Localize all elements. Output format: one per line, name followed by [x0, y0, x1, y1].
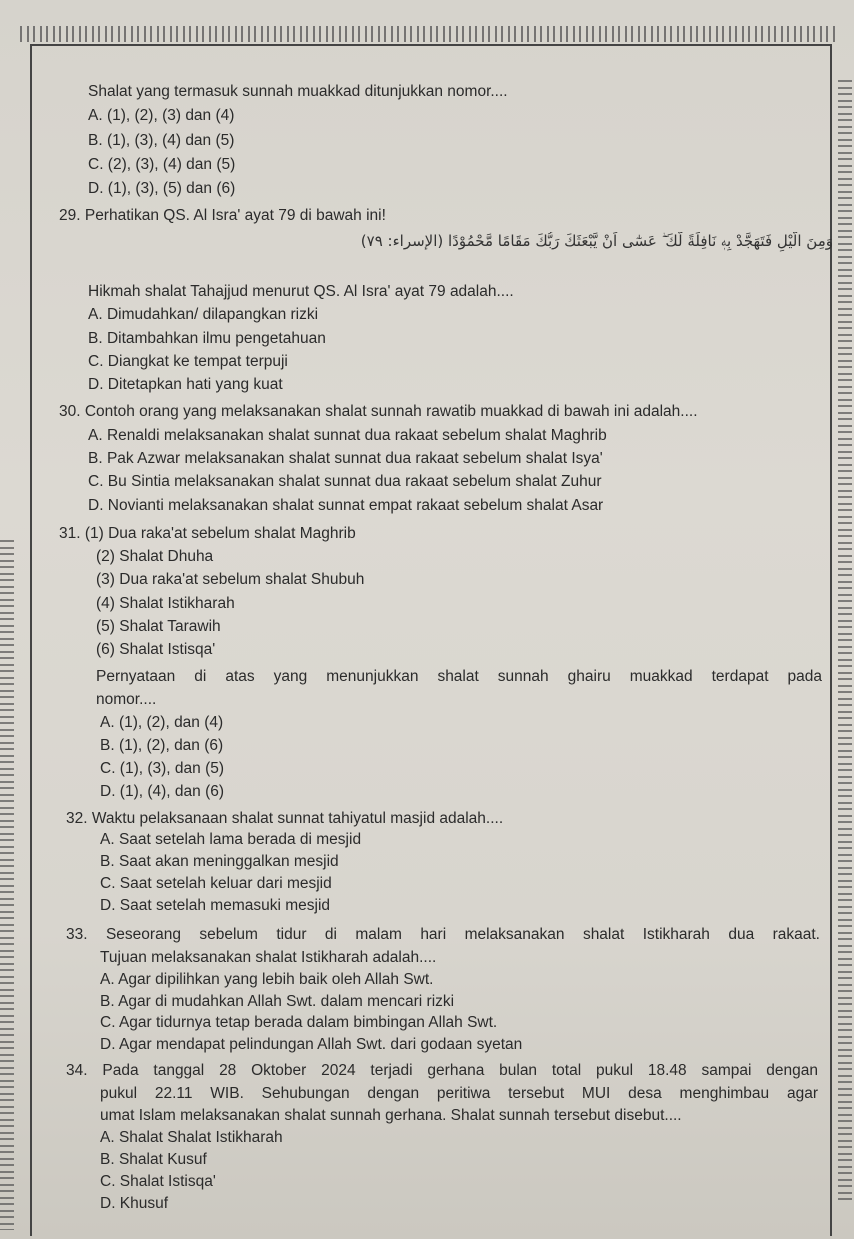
q29-option-a: A. Dimudahkan/ dilapangkan rizki [88, 306, 319, 323]
q34-option-b: B. Shalat Kusuf [100, 1151, 207, 1168]
q30-stem: 30. Contoh orang yang melaksanakan shalat sunnah rawatib muakkad di bawah ini adalah.... [59, 403, 698, 420]
q29-stem: 29. Perhatikan QS. Al Isra' ayat 79 di bawah ini! [59, 207, 386, 224]
q31-option-a: A. (1), (2), dan (4) [100, 714, 224, 731]
q30-option-c: C. Bu Sintia melaksanakan shalat sunnat dua rakaat sebelum shalat Zuhur [88, 473, 602, 490]
q34-option-a: A. Shalat Shalat Istikharah [100, 1129, 283, 1146]
q30-option-b: B. Pak Azwar melaksanakan shalat sunnat dua rakaat sebelum shalat Isya' [88, 450, 603, 467]
q29-option-c: C. Diangkat ke tempat terpuji [88, 353, 288, 370]
decorative-border-right [838, 80, 852, 1200]
q29-option-b: B. Ditambahkan ilmu pengetahuan [88, 330, 326, 347]
q31-item-5: (5) Shalat Tarawih [96, 618, 221, 635]
q31-item-1: 31. (1) Dua raka'at sebelum shalat Maghrib [59, 525, 356, 542]
q34-stem-line1: 34. Pada tanggal 28 Oktober 2024 terjadi gerhana bulan total pukul 18.48 sampai dengan [66, 1062, 818, 1079]
q32-option-c: C. Saat setelah keluar dari mesjid [100, 875, 332, 892]
q34-option-d: D. Khusuf [100, 1195, 169, 1212]
q32-option-a: A. Saat setelah lama berada di mesjid [100, 831, 362, 848]
q31-question-line1: Pernyataan di atas yang menunjukkan shalat sunnah ghairu muakkad terdapat pada [96, 668, 822, 685]
q31-item-4: (4) Shalat Istikharah [96, 595, 235, 612]
q34-stem-line3: umat Islam melaksanakan shalat sunnah gerhana. Shalat sunnah tersebut disebut.... [100, 1107, 682, 1124]
q32-option-d: D. Saat setelah memasuki mesjid [100, 897, 331, 914]
decorative-border-left [0, 540, 14, 1230]
q34-stem-line2: pukul 22.11 WIB. Sehubungan dengan peritiwa tersebut MUI desa menghimbau agar [100, 1085, 818, 1102]
q33-option-d: D. Agar mendapat pelindungan Allah Swt. dari godaan syetan [100, 1036, 523, 1053]
q31-option-b: B. (1), (2), dan (6) [100, 737, 224, 754]
q28-stem: Shalat yang termasuk sunnah muakkad ditunjukkan nomor.... [88, 83, 508, 100]
q33-option-b: B. Agar di mudahkan Allah Swt. dalam mencari rizki [100, 993, 455, 1010]
q34-option-c: C. Shalat Istisqa' [100, 1173, 216, 1190]
q29-arabic-verse: وَمِنَ الَّيْلِ فَتَهَجَّدْ بِهٖ نَافِلَةً لَّكَ ۖ عَسٰٓى اَنْ يَّبْعَثَكَ رَبُّكَ مَقَامًا مَّحْمُوْدًا (الإسراء: ٧٩) [360, 232, 833, 250]
q31-question-line2: nomor.... [96, 691, 157, 708]
q31-item-6: (6) Shalat Istisqa' [96, 641, 216, 658]
q29-option-d: D. Ditetapkan hati yang kuat [88, 376, 283, 393]
q33-option-c: C. Agar tidurnya tetap berada dalam bimbingan Allah Swt. [100, 1014, 498, 1031]
q33-stem-line2: Tujuan melaksanakan shalat Istikharah adalah.... [100, 949, 437, 966]
q28-option-d: D. (1), (3), (5) dan (6) [88, 180, 236, 197]
q31-item-3: (3) Dua raka'at sebelum shalat Shubuh [96, 571, 365, 588]
q28-option-c: C. (2), (3), (4) dan (5) [88, 156, 236, 173]
q31-option-c: C. (1), (3), dan (5) [100, 760, 225, 777]
q30-option-a: A. Renaldi melaksanakan shalat sunnat dua rakaat sebelum shalat Maghrib [88, 427, 607, 444]
q29-question: Hikmah shalat Tahajjud menurut QS. Al Isra' ayat 79 adalah.... [88, 283, 514, 300]
q31-option-d: D. (1), (4), dan (6) [100, 783, 225, 800]
q28-option-a: A. (1), (2), (3) dan (4) [88, 107, 235, 124]
q32-stem: 32. Waktu pelaksanaan shalat sunnat tahiyatul masjid adalah.... [66, 810, 504, 827]
q32-option-b: B. Saat akan meninggalkan mesjid [100, 853, 339, 870]
q28-option-b: B. (1), (3), (4) dan (5) [88, 132, 235, 149]
q33-option-a: A. Agar dipilihkan yang lebih baik oleh Allah Swt. [100, 971, 434, 988]
q33-stem-line1: 33. Seseorang sebelum tidur di malam hari melaksanakan shalat Istikharah dua rakaat. [66, 926, 820, 943]
q30-option-d: D. Novianti melaksanakan shalat sunnat empat rakaat sebelum shalat Asar [88, 497, 604, 514]
decorative-border-top [20, 26, 835, 42]
q31-item-2: (2) Shalat Dhuha [96, 548, 214, 565]
